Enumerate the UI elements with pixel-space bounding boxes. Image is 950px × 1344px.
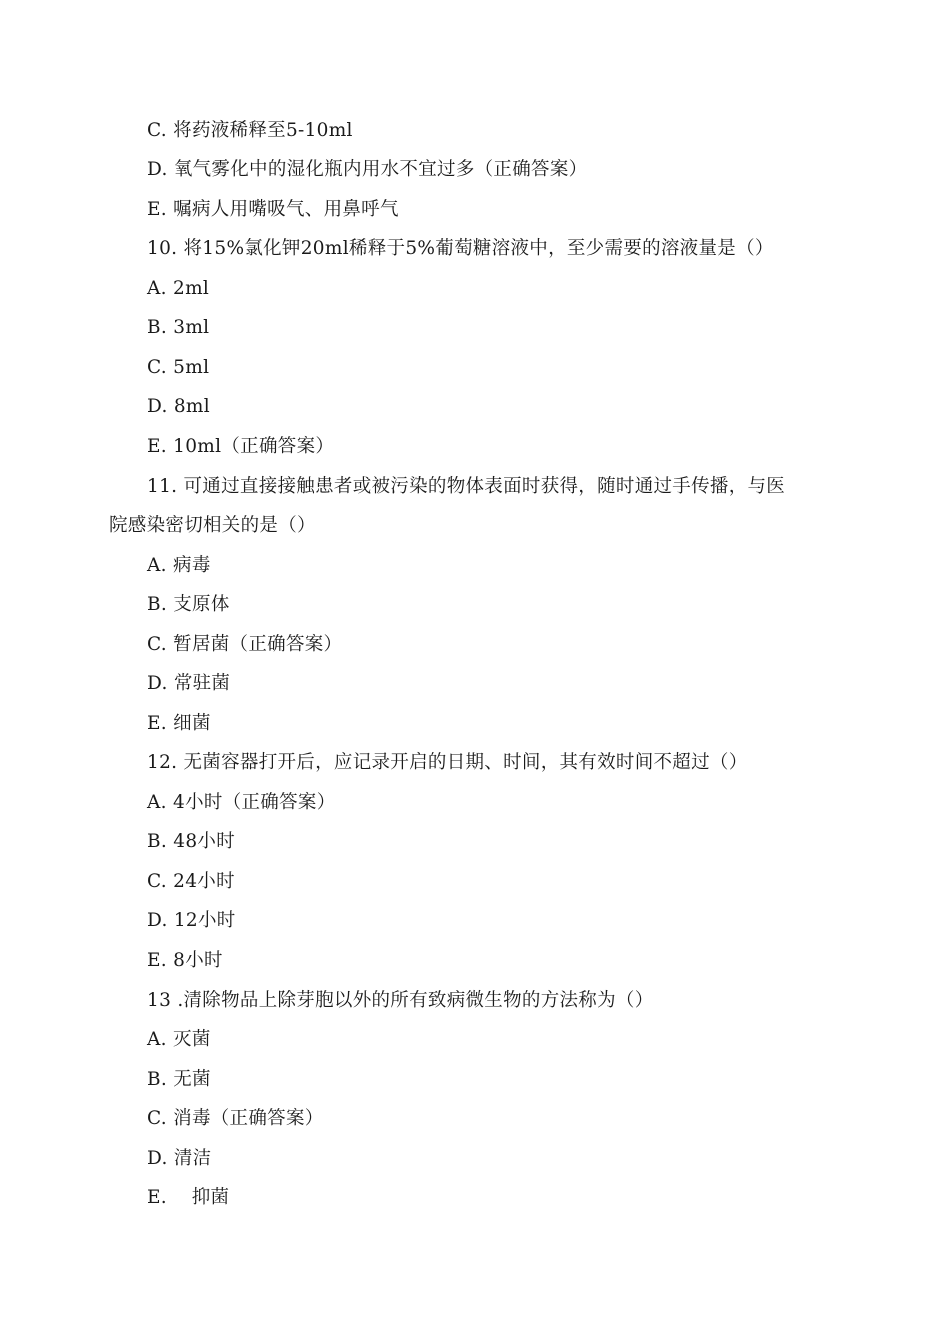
option-line: E. 抑菌 — [147, 1187, 230, 1208]
option-line: E. 8小时 — [147, 950, 223, 971]
option-line: D. 清洁 — [147, 1148, 212, 1169]
option-line: A. 4小时（正确答案） — [147, 792, 336, 813]
option-line: A. 2ml — [147, 278, 210, 299]
option-line: B. 支原体 — [147, 594, 230, 615]
question-line-continued: 院感染密切相关的是（） — [109, 515, 316, 536]
question-line: 13 .清除物品上除芽胞以外的所有致病微生物的方法称为（） — [147, 990, 654, 1011]
option-line: D. 12小时 — [147, 910, 236, 931]
option-line: C. 24小时 — [147, 871, 235, 892]
option-line: D. 氧气雾化中的湿化瓶内用水不宜过多（正确答案） — [147, 159, 588, 180]
option-line: D. 常驻菌 — [147, 673, 231, 694]
option-line: B. 无菌 — [147, 1069, 211, 1090]
option-line: B. 48小时 — [147, 831, 235, 852]
option-line: E. 10ml（正确答案） — [147, 436, 335, 457]
question-line: 11. 可通过直接接触患者或被污染的物体表面时获得，随时通过手传播，与医 — [147, 476, 786, 497]
option-line: A. 灭菌 — [147, 1029, 211, 1050]
option-line: C. 暂居菌（正确答案） — [147, 634, 343, 655]
option-line: C. 将药液稀释至5-10ml — [147, 120, 353, 141]
option-line: E. 细菌 — [147, 713, 211, 734]
question-line: 12. 无菌容器打开后，应记录开启的日期、时间，其有效时间不超过（） — [147, 752, 748, 773]
option-line: D. 8ml — [147, 396, 210, 417]
question-line: 10. 将15%氯化钾20ml稀释于5%葡萄糖溶液中，至少需要的溶液量是（） — [147, 238, 774, 259]
option-line: A. 病毒 — [147, 555, 211, 576]
option-line: C. 5ml — [147, 357, 210, 378]
option-line: E. 嘱病人用嘴吸气、用鼻呼气 — [147, 199, 399, 220]
option-line: B. 3ml — [147, 317, 210, 338]
option-line: C. 消毒（正确答案） — [147, 1108, 324, 1129]
